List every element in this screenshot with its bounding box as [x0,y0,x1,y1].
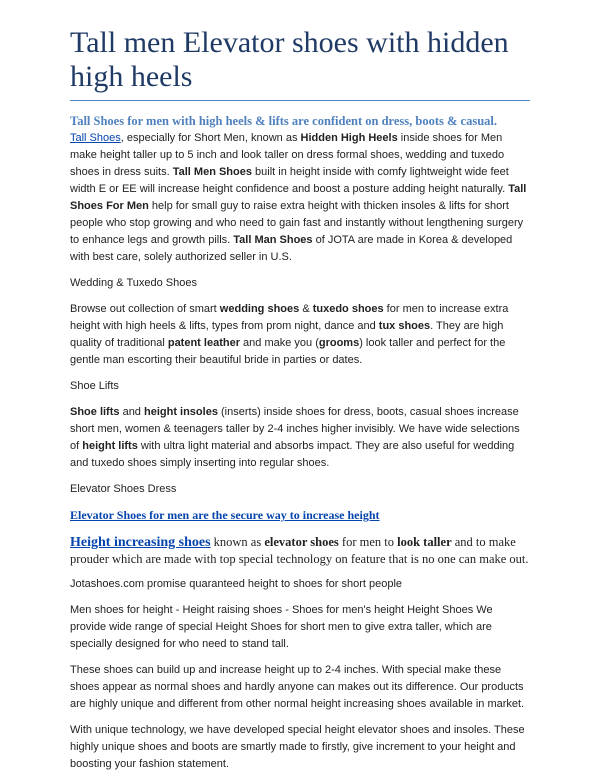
intro-paragraph: Tall Shoes, especially for Short Men, known as Hidden High Heels inside shoes for Men make height taller up to 5 inch and look taller on dress formal shoes, wedding and tuxedo shoes in dress suits. Tall Men Shoes built in height inside with comfy lightweight wide feet width E or EE will increase height confidence and boost a posture adding height naturally. Tall Shoes For Men help for small guy to raise extra height with thicken insoles & lifts for short people who stop growing and who need to gain fast and instantly without lengthening surgery to enhance legs and growth pills. Tall Man Shoes of JOTA are made in Korea & developed with best care, solely authorized seller in U.S. [70,132,527,263]
wedding-heading: Wedding & Tuxedo Shoes [70,277,197,289]
lifts-paragraph: Shoe lifts and height insoles (inserts) inside shoes for dress, boots, casual shoes increase short men, women & teenagers taller by 2-4 inches higher invisibly. We have wide selections of height lifts with ultra light material and absorbs impact. They are also useful for wedding and tuxedo shoes simply inserting into regular shoes. [70,406,520,469]
build-up-paragraph: These shoes can build up and increase height up to 2-4 inches. With special make these shoes appear as normal shoes and hardly anyone can makes out its difference. Our products are highly unique and different from other normal height increasing shoes available in market. [70,664,525,710]
subtitle: Tall Shoes for men with high heels & lifts are confident on dress, boots & casual. [70,114,498,128]
men-height-paragraph: Men shoes for height - Height raising shoes - Shoes for men's height Height Shoes We provide wide range of special Height Shoes for short men to give extra taller, which are specially designed for who need to stand tall. [70,604,493,650]
title-rule [70,100,530,101]
height-increasing-paragraph: Height increasing shoes known as elevator shoes for men to look taller and to make prouder which are made with top special technology on feature that is no one can make out. [70,535,529,566]
height-increasing-link[interactable]: Height increasing shoes [70,535,211,550]
lifts-heading: Shoe Lifts [70,380,119,392]
wedding-paragraph: Browse out collection of smart wedding shoes & tuxedo shoes for men to increase extra height with high heels & lifts, types from prom night, dance and tux shoes. They are high quality of traditional patent leather and make you (grooms) look taller and perfect for the gentle man escorting their beautiful bride in parties or dates. [70,303,509,366]
dress-heading: Elevator Shoes Dress [70,483,177,495]
document-page [70,0,530,773]
page-title: Tall men Elevator shoes with hidden high heels [70,26,509,93]
jota-line: Jotashoes.com promise quaranteed height to shoes for short people [70,578,403,590]
tall-shoes-link[interactable]: Tall Shoes [70,132,121,144]
secure-height-link[interactable]: Elevator Shoes for men are the secure way to increase height [70,508,380,522]
unique-technology-paragraph: With unique technology, we have developed special height elevator shoes and insoles. These highly unique shoes and boots are smartly made to firstly, give increment to your height and boosting your fashion statement. [70,724,525,770]
